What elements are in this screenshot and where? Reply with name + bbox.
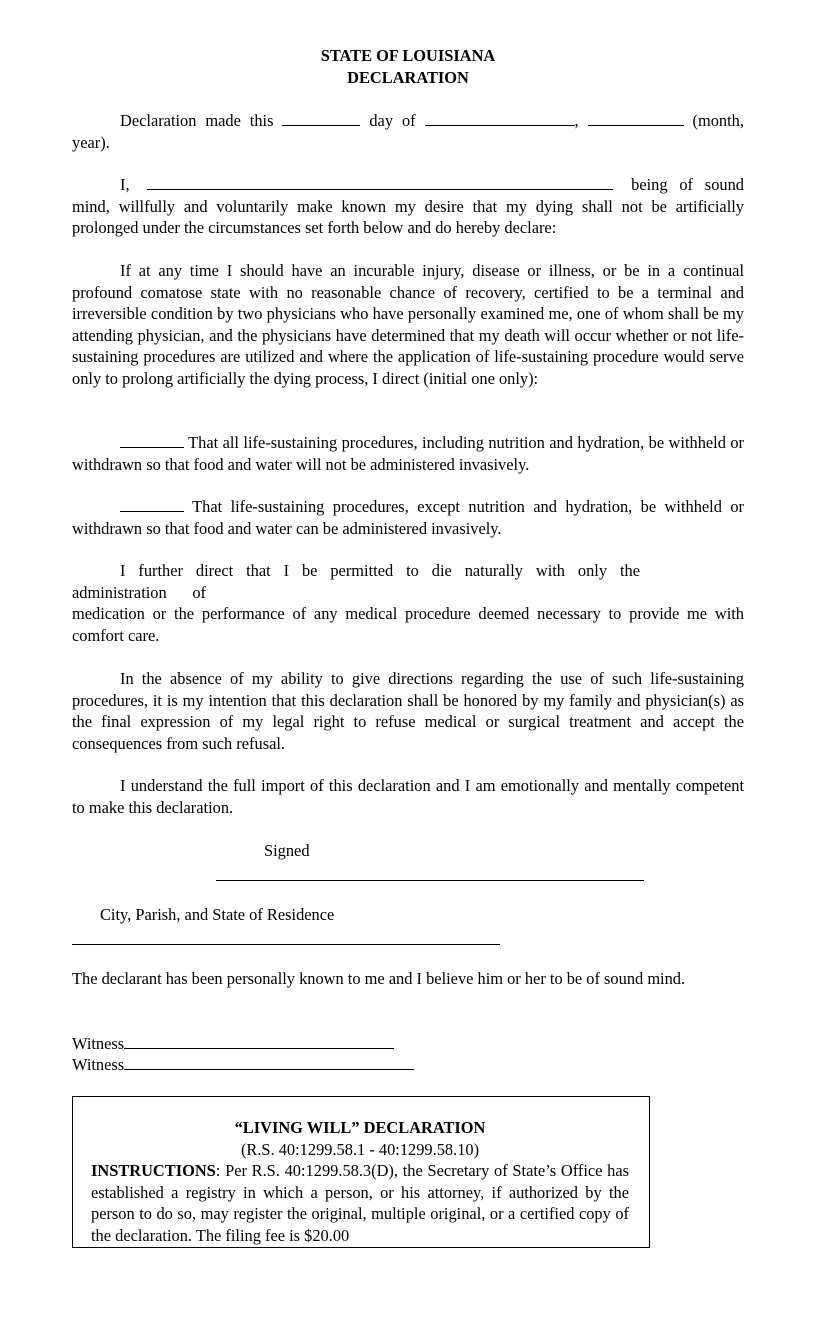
residence-label: City, Parish, and State of Residence [100, 905, 335, 924]
living-will-title: “LIVING WILL” DECLARATION [234, 1118, 486, 1137]
witness-1-field[interactable] [124, 1033, 394, 1049]
option-2-text: That life-sustaining procedures, except nutrition and hydration, be withheld or withdrawn so that food and water can be administered invasively. [72, 497, 744, 538]
declarant-text: being of sound mind, willfully and voluntarily make known my desire that my dying shall not be artificially prolonged under the circumstances set forth below and do hereby declare: [72, 175, 744, 237]
declarant-prefix: I, [120, 175, 130, 194]
declaration-title: DECLARATION [347, 67, 469, 87]
option-2-initial-field[interactable] [120, 496, 184, 512]
witness-2-field[interactable] [124, 1054, 414, 1070]
intro-text-3: , [574, 111, 579, 130]
state-title: STATE OF LOUISIANA [320, 46, 496, 65]
witness-statement: The declarant has been personally known to me and I believe him or her to be of sound mind. [72, 969, 686, 988]
understand-paragraph: I understand the full import of this declaration and I am emotionally and mentally competent to make this declaration. [72, 776, 744, 817]
signature-line[interactable] [216, 880, 644, 881]
witness-1-row [72, 1033, 394, 1055]
instructions-label: INSTRUCTIONS [91, 1161, 216, 1180]
year-field[interactable] [588, 110, 684, 126]
declarant-paragraph [72, 174, 744, 239]
instructions-box [72, 1096, 650, 1248]
statute-reference: (R.S. 40:1299.58.1 - 40:1299.58.10) [240, 1139, 480, 1159]
month-field[interactable] [425, 110, 575, 126]
witness-2-row [72, 1054, 414, 1076]
intro-text-2: day of [369, 111, 416, 130]
further-direct-paragraph [72, 560, 744, 646]
declarant-name-field[interactable] [147, 174, 613, 190]
option-1-text: That all life-sustaining procedures, including nutrition and hydration, be withheld or withdrawn so that food and water will not be administered invasively. [72, 433, 744, 474]
intro-text-1: Declaration made this [120, 111, 274, 130]
signed-label: Signed [264, 841, 310, 860]
option-1-initial-field[interactable] [120, 432, 184, 448]
further-line-1: I further direct that I be permitted to die naturally with only the [120, 561, 640, 580]
intro-paragraph [72, 110, 744, 153]
instructions-content [91, 1117, 629, 1246]
witness-2-label: Witness [72, 1055, 125, 1074]
residence-line[interactable] [72, 944, 500, 945]
intro-text-4: (month, year). [72, 111, 744, 152]
further-line-2: administration of [72, 582, 206, 602]
option-2-paragraph [72, 496, 744, 539]
witness-1-label: Witness [72, 1034, 125, 1053]
option-1-paragraph [72, 432, 744, 475]
page-title [0, 45, 816, 88]
further-rest: medication or the performance of any medical procedure deemed necessary to provide me with comfort care. [72, 604, 744, 645]
absence-paragraph: In the absence of my ability to give directions regarding the use of such life-sustaining procedures, it is my intention that this declaration shall be honored by my family and physician(s) as the final expression of my legal right to refuse medical or surgical treatment and accept the consequences from such refusal. [72, 669, 744, 753]
condition-paragraph: If at any time I should have an incurable injury, disease or illness, or be in a continual profound comatose state with no reasonable chance of recovery, certified to be a terminal and irreversible condition by two physicians who have personally examined me, one of whom shall be my attending physician, and the physicians have determined that my death will occur whether or not life-sustaining procedures are utilized and where the application of life-sustaining procedure would serve only to prolong artificially the dying process, I direct (initial one only): [72, 261, 744, 388]
instructions-paragraph [91, 1160, 629, 1246]
instructions-text: : Per R.S. 40:1299.58.3(D), the Secretary of State’s Office has established a registry in which a person, or his attorney, if authorized by the person to do so, may register the original, multiple original, or a certified copy of the declaration. The filing fee is $20.00 [91, 1161, 629, 1245]
day-field[interactable] [282, 110, 360, 126]
